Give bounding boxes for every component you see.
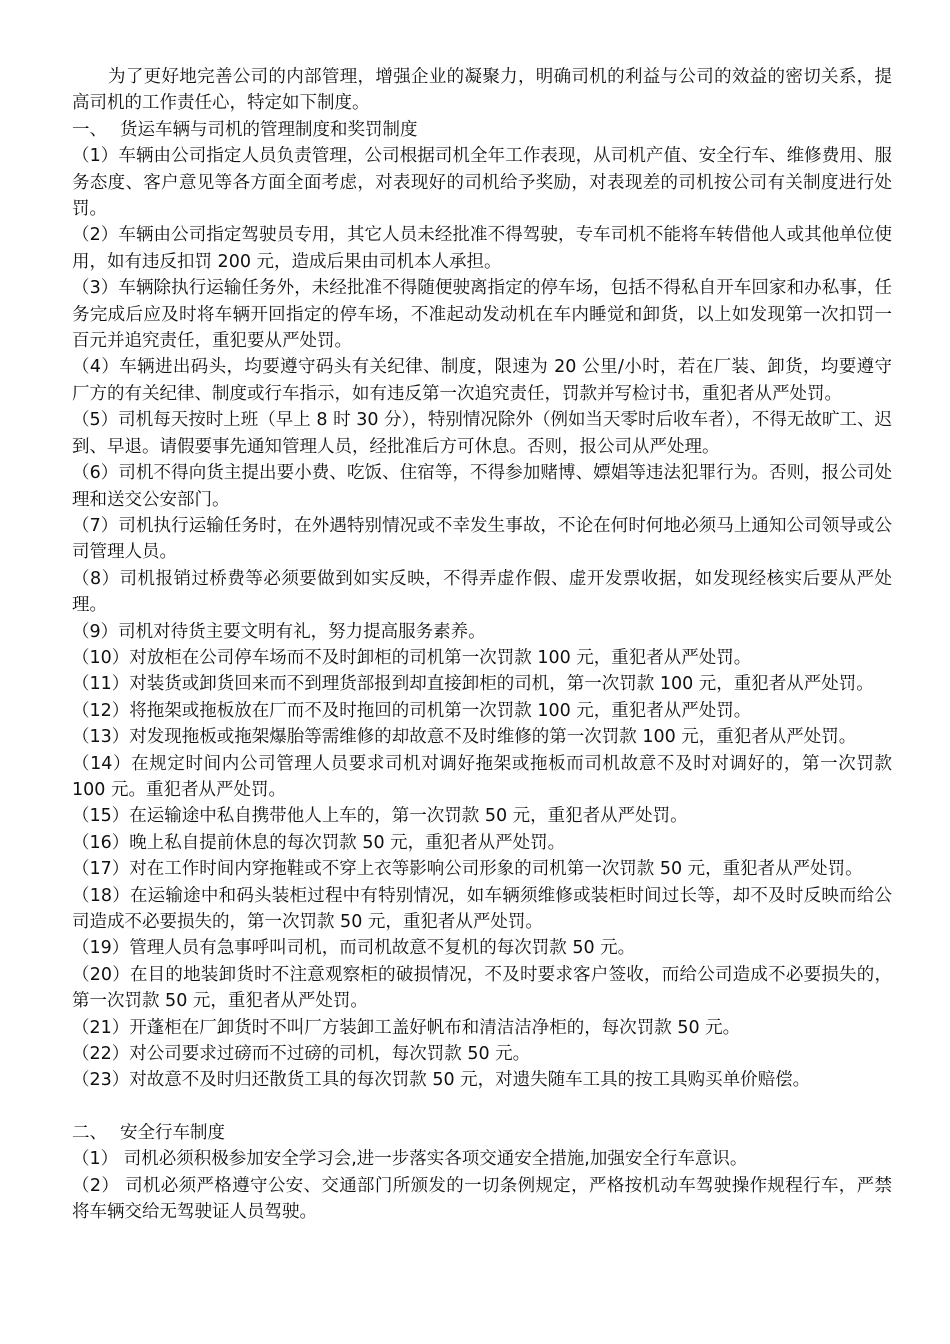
rule-item: （23）对故意不及时归还散货工具的每次罚款 50 元，对遗失随车工具的按工具购买单价赔偿。 xyxy=(72,1070,811,1091)
rule-item: （3）车辆除执行运输任务外，未经批准不得随便驶离指定的停车场，包括不得私自开车回家和办私事，任务完成后应及时将车辆开回指定的停车场，不准起动发动机在车内睡觉和卸货，以上如发现第一次扣罚一百元并追究责任，重犯要从严处罚。 xyxy=(72,278,892,352)
section-title: 安全行车制度 xyxy=(120,1122,225,1143)
section-2-items xyxy=(72,1146,892,1225)
rule-item: （17）对在工作时间内穿拖鞋或不穿上衣等影响公司形象的司机第一次罚款 50 元，重犯者从严处罚。 xyxy=(72,859,863,880)
section-number: 一、 xyxy=(72,119,107,140)
rule-item: （1）车辆由公司指定人员负责管理，公司根据司机全年工作表现，从司机产值、安全行车、维修费用、服务态度、客户意见等各方面全面考虑，对表现好的司机给予奖励，对表现差的司机按公司有关制度进行处罚。 xyxy=(72,146,892,220)
rule-item: （5）司机每天按时上班（早上 8 时 30 分），特别情况除外（例如当天零时后收车者），不得无故旷工、迟到、早退。请假要事先通知管理人员，经批准后方可休息。否则，报公司从严处理。 xyxy=(72,410,892,457)
rule-item: （12）将拖架或拖板放在厂而不及时拖回的司机第一次罚款 100 元，重犯者从严处罚。 xyxy=(72,700,752,721)
section-number: 二、 xyxy=(72,1122,107,1143)
rule-item: （10）对放柜在公司停车场而不及时卸柜的司机第一次罚款 100 元，重犯者从严处罚。 xyxy=(72,647,752,668)
rule-item: （20）在目的地装卸货时不注意观察柜的破损情况，不及时要求客户签收，而给公司造成不必要损失的，第一次罚款 50 元，重犯者从严处罚。 xyxy=(72,964,892,1012)
rule-item: （14）在规定时间内公司管理人员要求司机对调好拖架或拖板而司机故意不及时对调好的，第一次罚款 100 元。重犯者从严处罚。 xyxy=(72,753,892,800)
rule-item: （2）车辆由公司指定驾驶员专用，其它人员未经批准不得驾驶，专车司机不能将车转借他人或其他单位使用，如有违反扣罚 200 元，造成后果由司机本人承担。 xyxy=(72,225,892,272)
rule-item: （1） 司机必须积极参加安全学习会,进一步落实各项交通安全措施,加强安全行车意识。 xyxy=(72,1149,748,1170)
section-heading-2 xyxy=(72,1120,892,1146)
section-title: 货运车辆与司机的管理制度和奖罚制度 xyxy=(120,119,418,140)
rule-item: （2） 司机必须严格遵守公安、交通部门所颁发的一切条例规定，严格按机动车驾驶操作规程行车，严禁将车辆交给无驾驶证人员驾驶。 xyxy=(72,1175,892,1223)
rule-item: （19）管理人员有急事呼叫司机，而司机故意不复机的每次罚款 50 元。 xyxy=(72,938,636,959)
rule-item: （16）晚上私自提前休息的每次罚款 50 元，重犯者从严处罚。 xyxy=(72,832,566,853)
section-spacer xyxy=(72,1094,892,1120)
document-page xyxy=(72,64,892,1225)
intro-paragraph: 为了更好地完善公司的内部管理，增强企业的凝聚力，明确司机的利益与公司的效益的密切关系，提高司机的工作责任心，特定如下制度。 xyxy=(72,67,892,114)
section-1-items xyxy=(72,143,892,1094)
rule-item: （8）司机报销过桥费等必须要做到如实反映，不得弄虚作假、虚开发票收据，如发现经核实后要从严处理。 xyxy=(72,568,892,616)
rule-item: （6）司机不得向货主提出要小费、吃饭、住宿等，不得参加赌博、嫖娼等违法犯罪行为。否则，报公司处理和送交公安部门。 xyxy=(72,463,892,510)
rule-item: （4）车辆进出码头，均要遵守码头有关纪律、制度，限速为 20 公里/小时，若在厂装、卸货，均要遵守厂方的有关纪律、制度或行车指示，如有违反第一次追究责任，罚款并写检讨书，重犯者从严处罚。 xyxy=(72,357,892,404)
section-heading-1 xyxy=(72,117,892,143)
rule-item: （18）在运输途中和码头装柜过程中有特别情况，如车辆须维修或装柜时间过长等，却不及时反映而给公司造成不必要损失的，第一次罚款 50 元，重犯者从严处罚。 xyxy=(72,885,892,932)
rule-item: （15）在运输途中私自携带他人上车的，第一次罚款 50 元，重犯者从严处罚。 xyxy=(72,806,688,827)
rule-item: （11）对装货或卸货回来而不到理货部报到却直接卸柜的司机，第一次罚款 100 元，重犯者从严处罚。 xyxy=(72,674,874,695)
rule-item: （22）对公司要求过磅而不过磅的司机，每次罚款 50 元。 xyxy=(72,1044,531,1065)
rule-item: （13）对发现拖板或拖架爆胎等需维修的却故意不及时维修的第一次罚款 100 元，重犯者从严处罚。 xyxy=(72,727,857,748)
rule-item: （21）开蓬柜在厂卸货时不叫厂方装卸工盖好帆布和清洁洁净柜的，每次罚款 50 元。 xyxy=(72,1017,741,1038)
rule-item: （7）司机执行运输任务时，在外遇特别情况或不幸发生事故，不论在何时何地必须马上通知公司领导或公司管理人员。 xyxy=(72,515,892,563)
rule-item: （9）司机对待货主要文明有礼，努力提高服务素养。 xyxy=(72,621,486,642)
